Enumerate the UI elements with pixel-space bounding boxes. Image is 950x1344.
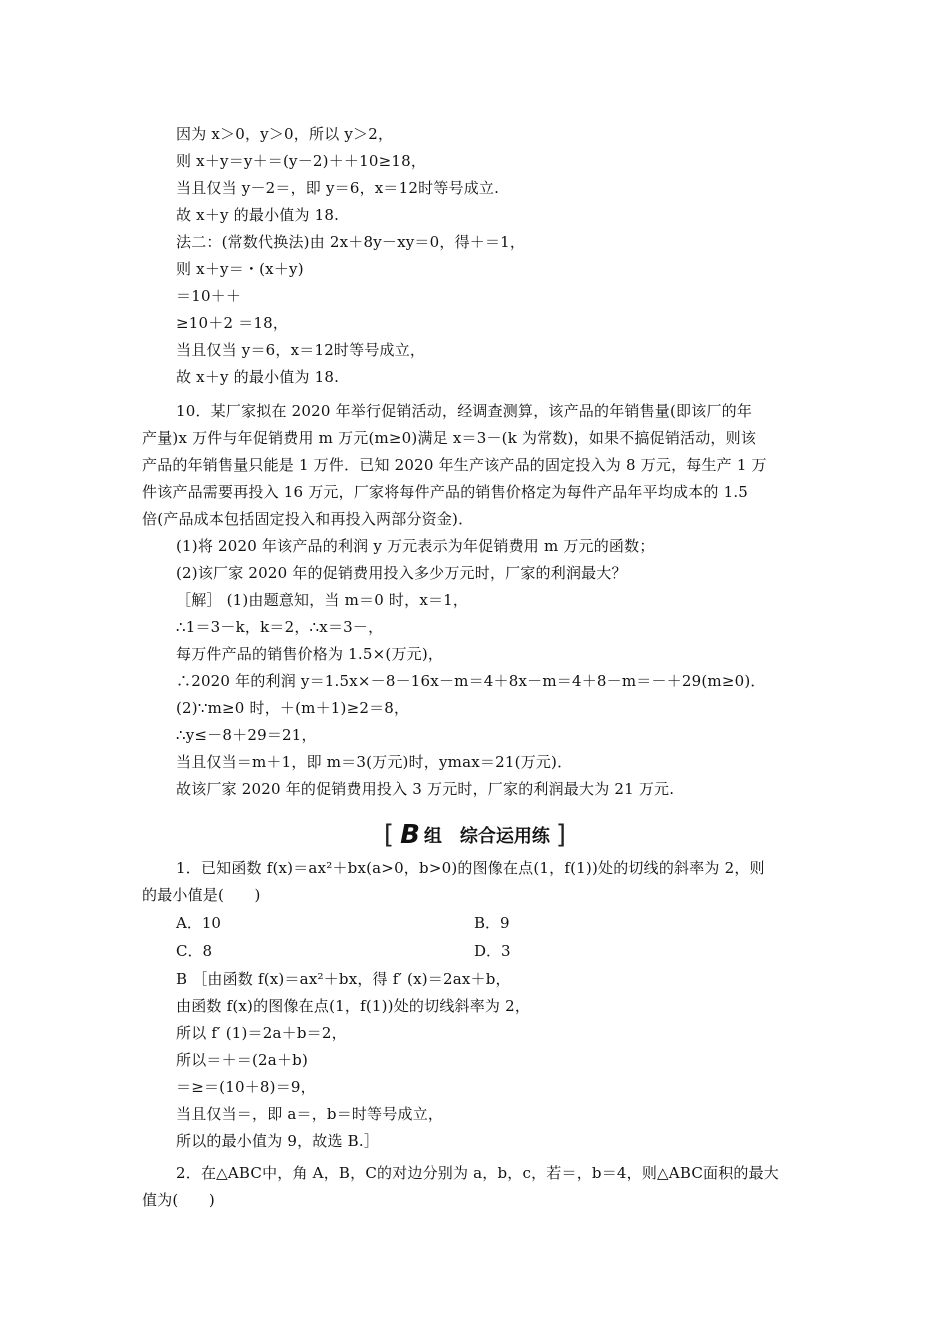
problem-10-line: 倍(产品成本包括固定投入和再投入两部分资金)． bbox=[142, 510, 474, 528]
solution-10-line: (2)∵m≥0 时，＋(m＋1)≥2＝8， bbox=[176, 699, 410, 717]
text-line: ≥10＋2 ＝18， bbox=[176, 314, 289, 332]
option-a: A．10 bbox=[176, 914, 221, 932]
solution-b1-line: 所以＝＋＝(2a＋b) bbox=[176, 1051, 308, 1069]
solution-10-line: ∴2020 年的利润 y＝1.5x×－8－16x－m＝4＋8x－m＝4＋8－m＝－＋29(m≥0)． bbox=[176, 672, 766, 690]
problem-b1-line: 1．已知函数 f(x)＝ax²＋bx(a>0，b>0)的图像在点(1，f(1))处的切线的斜率为 2，则 bbox=[176, 859, 765, 877]
text-line: 因为 x＞0，y＞0，所以 y＞2， bbox=[176, 125, 394, 143]
text-line: 则 x＋y＝・(x＋y) bbox=[176, 260, 304, 278]
problem-10-line: 产量)x 万件与年促销费用 m 万元(m≥0)满足 x＝3－(k 为常数)，如果不搞促销活动，则该 bbox=[142, 429, 757, 447]
option-b: B．9 bbox=[474, 914, 510, 932]
bracket-left: [ bbox=[383, 820, 395, 850]
group-letter: B bbox=[400, 820, 420, 850]
solution-10-line: ［解］ (1)由题意知，当 m＝0 时，x＝1， bbox=[176, 591, 469, 609]
text-line: 故 x＋y 的最小值为 18. bbox=[176, 206, 340, 224]
text-line: 则 x＋y＝y＋＝(y－2)＋＋10≥18， bbox=[176, 152, 427, 170]
problem-b2-line: 值为( ) bbox=[142, 1191, 215, 1209]
text-line: 当且仅当 y＝6，x＝12时等号成立， bbox=[176, 341, 426, 359]
solution-10-line: 每万件产品的销售价格为 1.5×(万元)， bbox=[176, 645, 444, 663]
solution-b1-line: 所以 f′ (1)＝2a＋b＝2， bbox=[176, 1024, 347, 1042]
problem-10-part: (1)将 2020 年该产品的利润 y 万元表示为年促销费用 m 万元的函数； bbox=[176, 537, 655, 555]
option-c: C．8 bbox=[176, 942, 213, 960]
text-line: ＝10＋＋ bbox=[176, 287, 242, 305]
problem-10-line: 10．某厂家拟在 2020 年举行促销活动，经调查测算，该产品的年销售量(即该厂的年 bbox=[176, 402, 753, 420]
problem-10-part: (2)该厂家 2020 年的促销费用投入多少万元时，厂家的利润最大？ bbox=[176, 564, 627, 582]
text-line: 当且仅当 y－2＝，即 y＝6，x＝12时等号成立. bbox=[176, 179, 500, 197]
solution-10-line: 故该厂家 2020 年的促销费用投入 3 万元时，厂家的利润最大为 21 万元. bbox=[176, 780, 675, 798]
solution-b1-line: ＝≥＝(10＋8)＝9， bbox=[176, 1078, 316, 1096]
problem-10-line: 产品的年销售量只能是 1 万件．已知 2020 年生产该产品的固定投入为 8 万元，每生产 1 万 bbox=[142, 456, 767, 474]
solution-10-line: ∴y≤－8＋29＝21， bbox=[176, 726, 317, 744]
solution-b1-line: 由函数 f(x)的图像在点(1，f(1))处的切线斜率为 2， bbox=[176, 997, 531, 1015]
section-header bbox=[0, 820, 950, 850]
text-line: 故 x＋y 的最小值为 18. bbox=[176, 368, 340, 386]
solution-10-line: 当且仅当＝m＋1，即 m＝3(万元)时，ymax＝21(万元)． bbox=[176, 753, 573, 771]
problem-b2-line: 2．在△ABC中，角 A，B，C的对边分别为 a，b，c，若＝，b＝4，则△ABC面积的最大 bbox=[176, 1164, 779, 1182]
text-line: 法二：(常数代换法)由 2x＋8y－xy＝0，得＋＝1， bbox=[176, 233, 526, 251]
solution-b1-line: 所以的最小值为 9，故选 B.］ bbox=[176, 1132, 380, 1150]
solution-b1-line: B ［由函数 f(x)＝ax²＋bx，得 f′ (x)＝2ax＋b， bbox=[176, 970, 511, 988]
option-d: D．3 bbox=[474, 942, 511, 960]
group-label: 组 bbox=[423, 826, 442, 847]
problem-b1-line: 的最小值是( ) bbox=[142, 886, 261, 904]
solution-10-line: ∴1＝3－k，k＝2，∴x＝3－， bbox=[176, 618, 384, 636]
solution-b1-line: 当且仅当＝，即 a＝，b＝时等号成立， bbox=[176, 1105, 444, 1123]
bracket-right: ] bbox=[555, 820, 567, 850]
problem-10-line: 件该产品需要再投入 16 万元，厂家将每件产品的销售价格定为每件产品年平均成本的 1.5 bbox=[142, 483, 749, 501]
section-title: 综合运用练 bbox=[459, 826, 550, 847]
